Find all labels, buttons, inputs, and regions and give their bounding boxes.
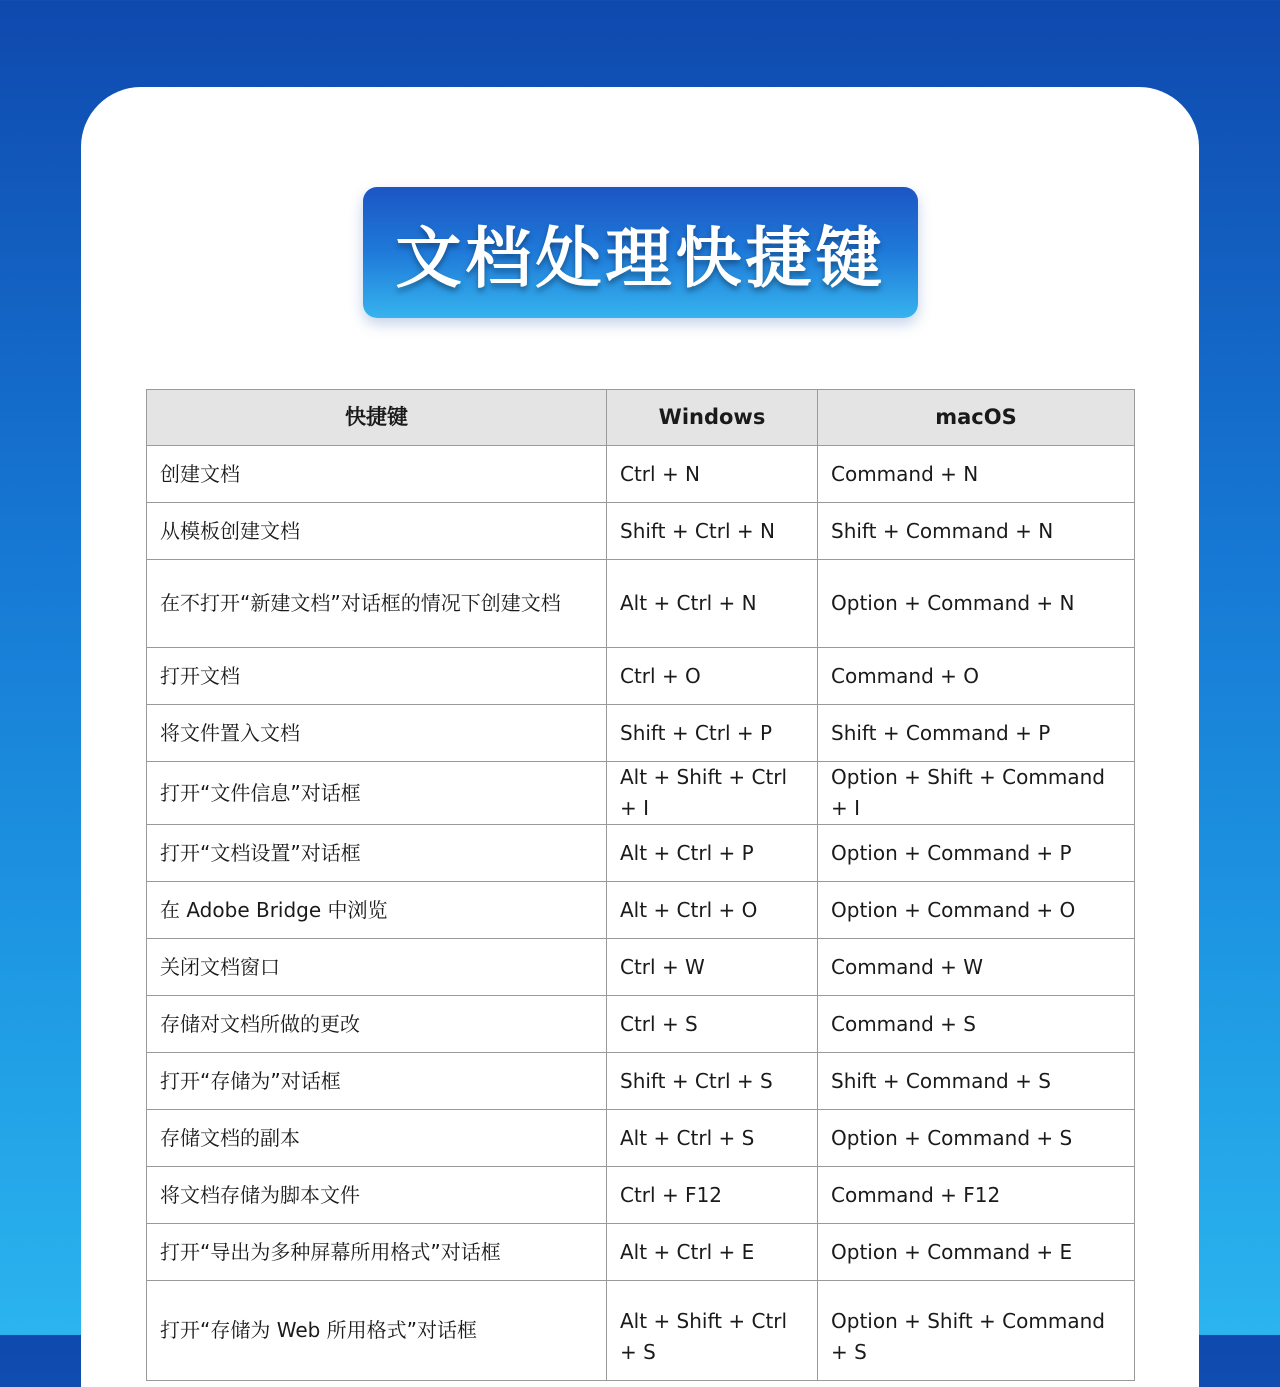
action-cell: 创建文档 (147, 446, 607, 503)
table-row (147, 446, 1135, 503)
macos-cell: Command + O (818, 648, 1135, 705)
windows-cell: Ctrl + O (607, 648, 818, 705)
action-cell: 将文档存储为脚本文件 (147, 1167, 607, 1224)
column-header-windows: Windows (607, 390, 818, 446)
table-row (147, 648, 1135, 705)
windows-cell: Ctrl + W (607, 939, 818, 996)
table-row (147, 705, 1135, 762)
windows-cell: Shift + Ctrl + P (607, 705, 818, 762)
macos-cell: Option + Shift + Command + S (818, 1281, 1135, 1381)
table-row (147, 560, 1135, 648)
column-header-shortcut: 快捷键 (147, 390, 607, 446)
table-row (147, 503, 1135, 560)
windows-cell: Alt + Ctrl + S (607, 1110, 818, 1167)
windows-cell: Alt + Ctrl + P (607, 825, 818, 882)
action-cell: 打开“导出为多种屏幕所用格式”对话框 (147, 1224, 607, 1281)
macos-cell: Shift + Command + S (818, 1053, 1135, 1110)
macos-cell: Command + N (818, 446, 1135, 503)
title-banner (363, 187, 918, 318)
macos-cell: Shift + Command + P (818, 705, 1135, 762)
action-cell: 从模板创建文档 (147, 503, 607, 560)
macos-cell: Option + Command + N (818, 560, 1135, 648)
windows-cell: Shift + Ctrl + N (607, 503, 818, 560)
action-cell: 打开“存储为”对话框 (147, 1053, 607, 1110)
table-row (147, 1281, 1135, 1381)
windows-cell: Alt + Shift + Ctrl + S (607, 1281, 818, 1381)
table-row (147, 996, 1135, 1053)
table-row (147, 1110, 1135, 1167)
table-row (147, 1224, 1135, 1281)
action-cell: 存储对文档所做的更改 (147, 996, 607, 1053)
windows-cell: Alt + Ctrl + E (607, 1224, 818, 1281)
windows-cell: Alt + Ctrl + O (607, 882, 818, 939)
macos-cell: Option + Command + P (818, 825, 1135, 882)
macos-cell: Shift + Command + N (818, 503, 1135, 560)
windows-cell: Ctrl + F12 (607, 1167, 818, 1224)
macos-cell: Option + Command + O (818, 882, 1135, 939)
table-row (147, 825, 1135, 882)
table-row (147, 762, 1135, 825)
action-cell: 关闭文档窗口 (147, 939, 607, 996)
action-cell: 打开“存储为 Web 所用格式”对话框 (147, 1281, 607, 1381)
action-cell: 在 Adobe Bridge 中浏览 (147, 882, 607, 939)
page-title: 文档处理快捷键 (395, 220, 886, 297)
action-cell: 存储文档的副本 (147, 1110, 607, 1167)
macos-cell: Option + Command + E (818, 1224, 1135, 1281)
macos-cell: Command + F12 (818, 1167, 1135, 1224)
macos-cell: Command + W (818, 939, 1135, 996)
windows-cell: Ctrl + N (607, 446, 818, 503)
macos-cell: Option + Shift + Command + I (818, 762, 1135, 825)
windows-cell: Ctrl + S (607, 996, 818, 1053)
table-row (147, 939, 1135, 996)
macos-cell: Option + Command + S (818, 1110, 1135, 1167)
windows-cell: Alt + Ctrl + N (607, 560, 818, 648)
windows-cell: Shift + Ctrl + S (607, 1053, 818, 1110)
action-cell: 在不打开“新建文档”对话框的情况下创建文档 (147, 560, 607, 648)
table-header-row (147, 390, 1135, 446)
shortcut-table (146, 389, 1135, 1381)
table-row (147, 1167, 1135, 1224)
column-header-macos: macOS (818, 390, 1135, 446)
action-cell: 打开“文件信息”对话框 (147, 762, 607, 825)
table-row (147, 882, 1135, 939)
content-card (81, 87, 1199, 1387)
action-cell: 将文件置入文档 (147, 705, 607, 762)
macos-cell: Command + S (818, 996, 1135, 1053)
shortcut-table-container (146, 389, 1134, 1381)
table-row (147, 1053, 1135, 1110)
action-cell: 打开文档 (147, 648, 607, 705)
windows-cell: Alt + Shift + Ctrl + I (607, 762, 818, 825)
action-cell: 打开“文档设置”对话框 (147, 825, 607, 882)
